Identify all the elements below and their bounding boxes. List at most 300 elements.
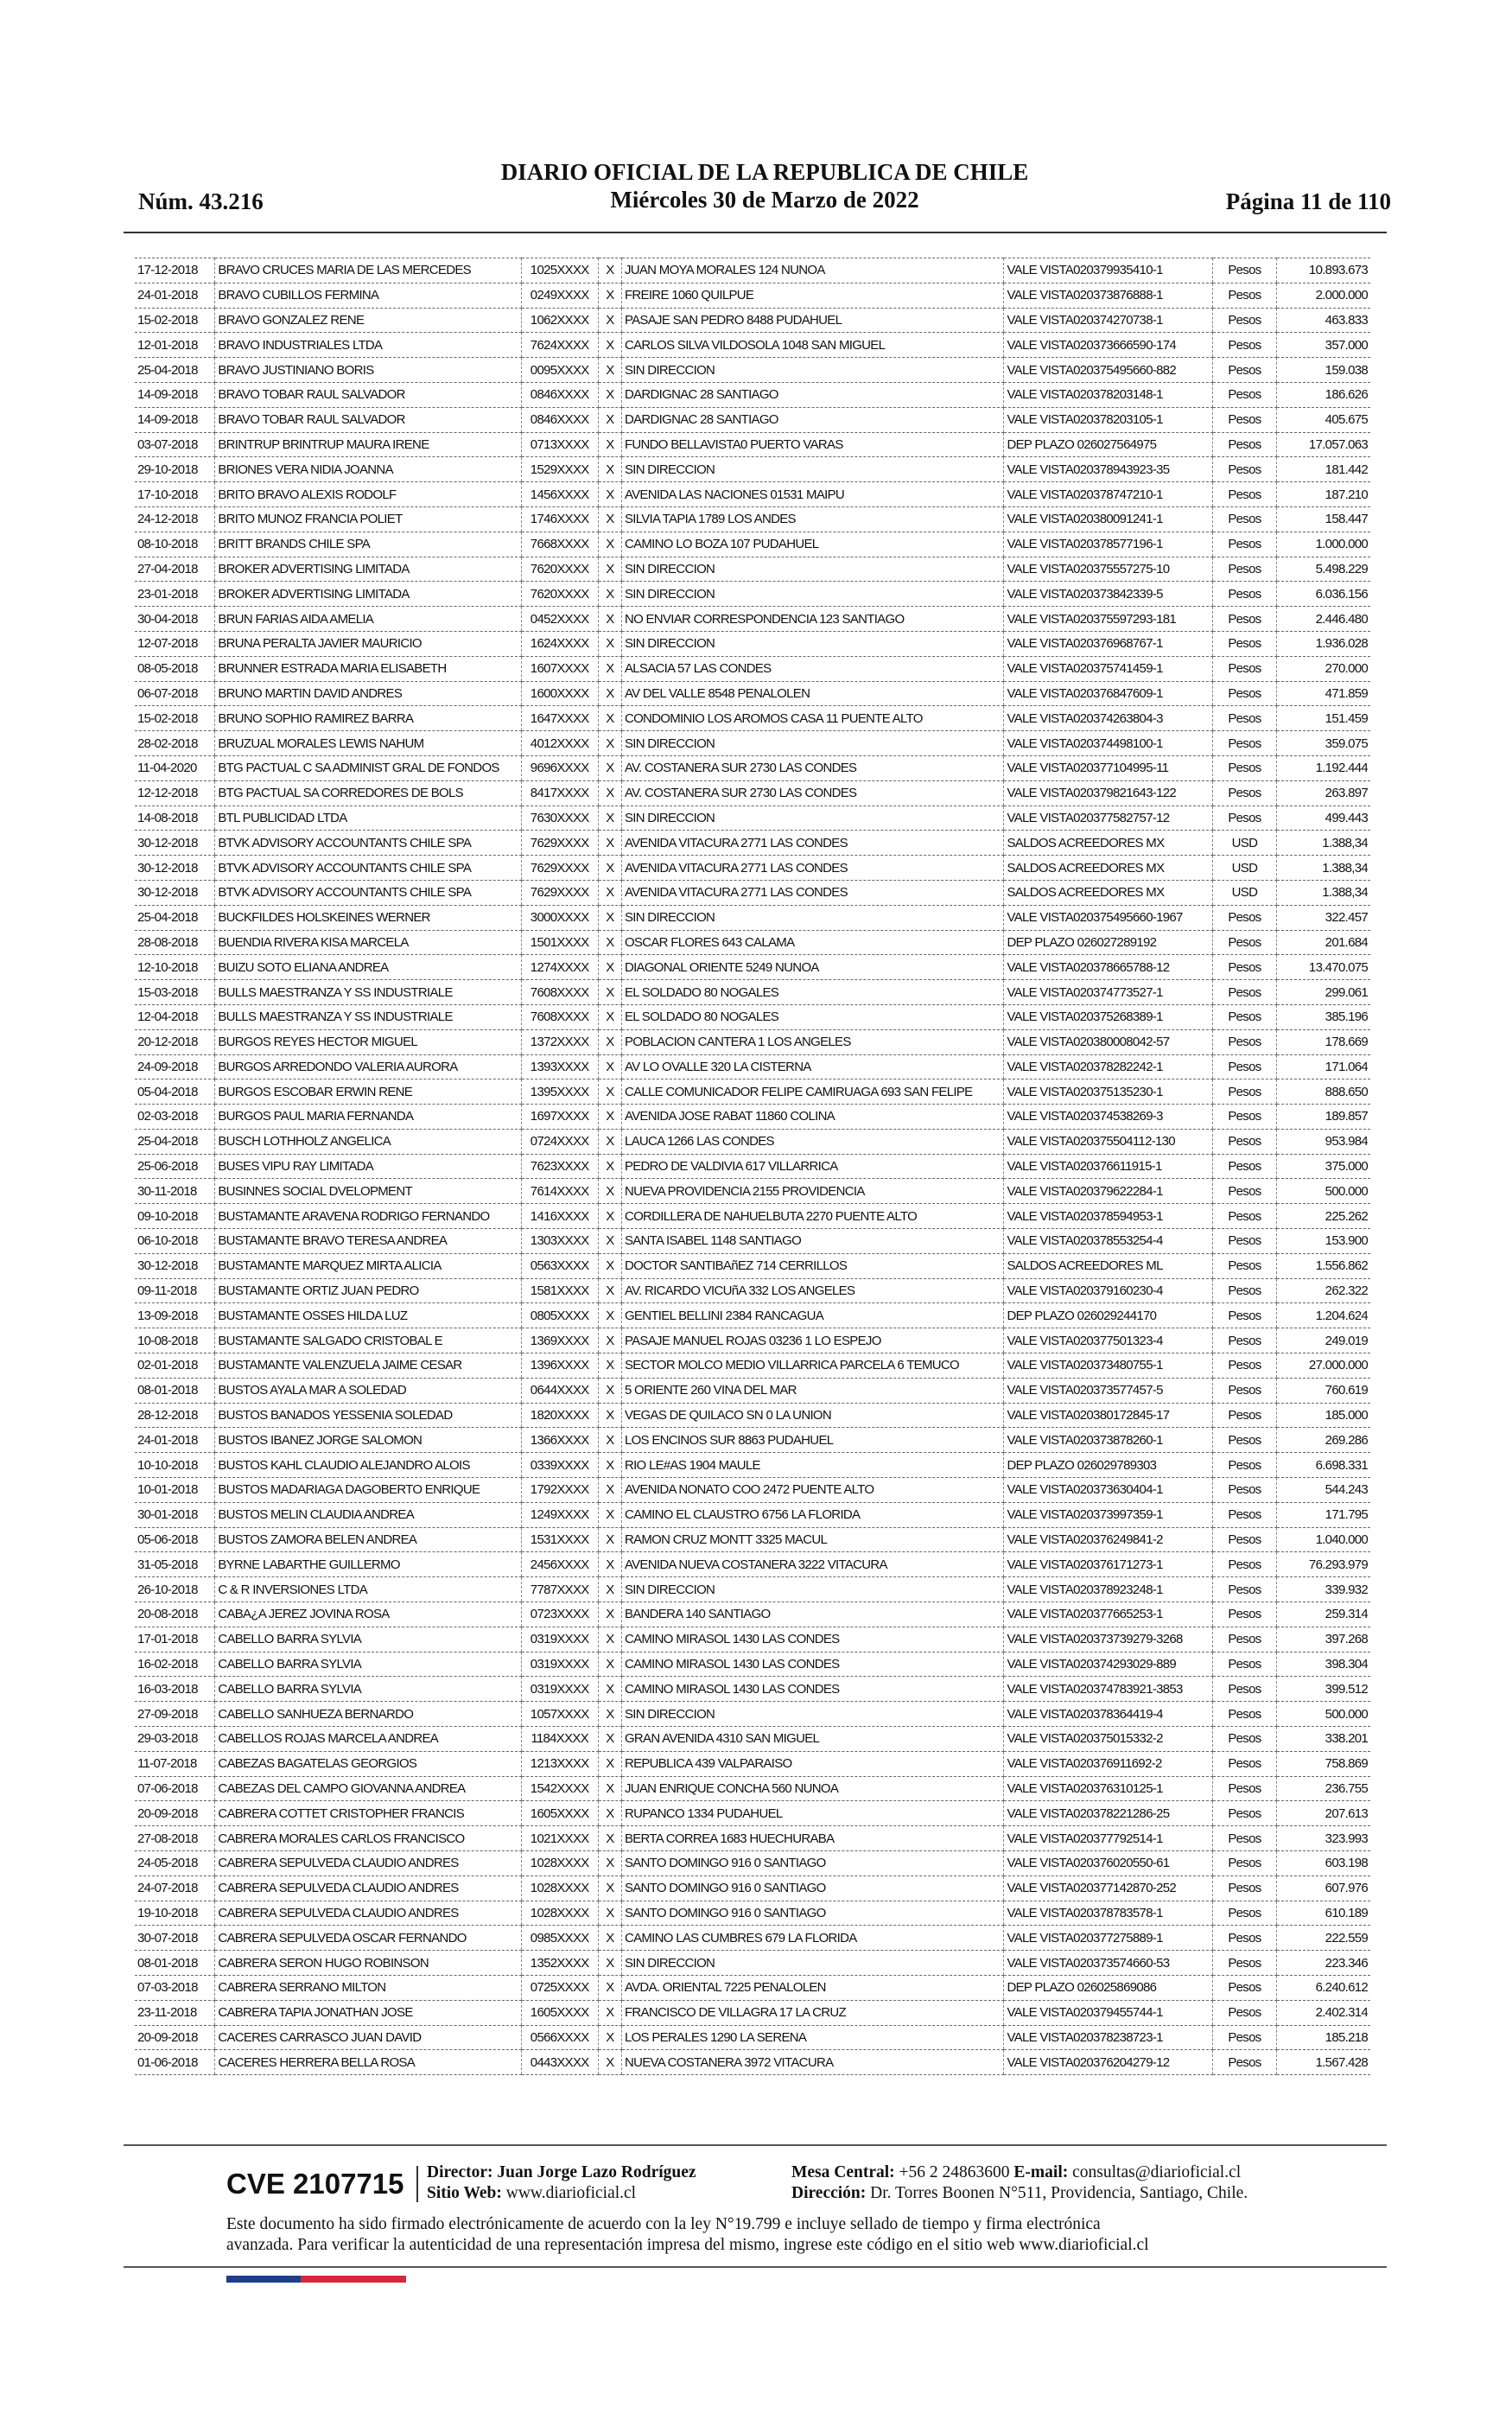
cell-currency: Pesos [1213,333,1276,358]
cell-name: BURGOS ARREDONDO VALERIA AURORA [215,1054,521,1079]
cell-currency: Pesos [1213,1229,1276,1254]
table-row [135,930,1370,955]
cell-name: BRAVO TOBAR RAUL SALVADOR [215,382,521,407]
cell-mark: X [598,1179,621,1204]
table-row [135,1851,1370,1876]
cell-rut: 1393XXXX [521,1054,598,1079]
cell-mark: X [598,1403,621,1428]
cell-name: BYRNE LABARTHE GUILLERMO [215,1552,521,1577]
cell-mark: X [598,755,621,780]
cell-date: 17-10-2018 [135,482,215,507]
cell-mark: X [598,2025,621,2050]
cell-date: 07-03-2018 [135,1975,215,2000]
cell-currency: Pesos [1213,482,1276,507]
table-row [135,1154,1370,1179]
cell-rut: 1581XXXX [521,1278,598,1303]
cell-date: 15-02-2018 [135,706,215,731]
table-row [135,532,1370,557]
cell-name: BTVK ADVISORY ACCOUNTANTS CHILE SPA [215,831,521,856]
table-row [135,1751,1370,1776]
table-row [135,1652,1370,1677]
cell-rut: 0443XXXX [521,2050,598,2075]
cell-address: AV DEL VALLE 8548 PENALOLEN [621,681,1004,706]
cell-date: 09-10-2018 [135,1204,215,1229]
cell-date: 30-07-2018 [135,1926,215,1951]
cell-mark: X [598,1004,621,1029]
cell-address: SIN DIRECCION [621,1951,1004,1976]
cell-amount: 607.976 [1276,1876,1370,1901]
cell-name: BUSTAMANTE BRAVO TERESA ANDREA [215,1229,521,1254]
table-row [135,806,1370,831]
cell-mark: X [598,1029,621,1054]
cell-address: GENTIEL BELLINI 2384 RANCAGUA [621,1303,1004,1328]
cell-date: 05-04-2018 [135,1079,215,1105]
cell-amount: 359.075 [1276,731,1370,756]
cell-name: CABRERA MORALES CARLOS FRANCISCO [215,1826,521,1851]
cell-date: 31-05-2018 [135,1552,215,1577]
cell-mark: X [598,1278,621,1303]
cell-product: VALE VISTA020376911692-2 [1004,1751,1213,1776]
site-link[interactable]: www.diarioficial.cl [505,2184,637,2202]
cell-mark: X [598,482,621,507]
table-row [135,506,1370,532]
cell-product: VALE VISTA020375597293-181 [1004,607,1213,632]
issue-number: Núm. 43.216 [138,188,264,214]
cell-amount: 357.000 [1276,333,1370,358]
cell-date: 26-10-2018 [135,1577,215,1602]
cell-amount: 385.196 [1276,1004,1370,1029]
table-row [135,1602,1370,1627]
cell-name: CACERES HERRERA BELLA ROSA [215,2050,521,2075]
cell-currency: USD [1213,831,1276,856]
cell-mark: X [598,1478,621,1503]
cell-amount: 5.498.229 [1276,557,1370,582]
cell-address: AV. COSTANERA SUR 2730 LAS CONDES [621,780,1004,806]
cell-date: 02-01-2018 [135,1353,215,1379]
cell-product: VALE VISTA020377275889-1 [1004,1926,1213,1951]
cell-date: 28-02-2018 [135,731,215,756]
cell-date: 30-12-2018 [135,1253,215,1278]
cell-amount: 399.512 [1276,1677,1370,1702]
cell-date: 30-12-2018 [135,831,215,856]
cell-name: BTVK ADVISORY ACCOUNTANTS CHILE SPA [215,880,521,905]
cell-rut: 1697XXXX [521,1105,598,1130]
cell-product: VALE VISTA020373666590-174 [1004,333,1213,358]
cell-product: VALE VISTA020375504112-130 [1004,1129,1213,1154]
cell-name: BRUNA PERALTA JAVIER MAURICIO [215,631,521,656]
cell-date: 12-12-2018 [135,780,215,806]
cell-date: 06-10-2018 [135,1229,215,1254]
cell-address: LOS PERALES 1290 LA SERENA [621,2025,1004,2050]
cell-product: VALE VISTA020374538269-3 [1004,1105,1213,1130]
cell-currency: Pesos [1213,1602,1276,1627]
table-row [135,681,1370,706]
cell-address: AVENIDA NUEVA COSTANERA 3222 VITACURA [621,1552,1004,1577]
cell-rut: 1366XXXX [521,1428,598,1453]
cell-mark: X [598,706,621,731]
cell-mark: X [598,780,621,806]
table-row [135,1353,1370,1379]
cell-rut: 1396XXXX [521,1353,598,1379]
table-row [135,557,1370,582]
cell-currency: Pesos [1213,457,1276,482]
table-row [135,856,1370,881]
cell-currency: Pesos [1213,1253,1276,1278]
cell-rut: 7623XXXX [521,1154,598,1179]
cell-currency: Pesos [1213,755,1276,780]
cell-address: CAMINO LAS CUMBRES 679 LA FLORIDA [621,1926,1004,1951]
cell-product: VALE VISTA020377501323-4 [1004,1328,1213,1353]
table-row [135,780,1370,806]
cell-address: FUNDO BELLAVISTA0 PUERTO VARAS [621,432,1004,457]
cell-amount: 471.859 [1276,681,1370,706]
cell-currency: Pesos [1213,706,1276,731]
cell-rut: 1501XXXX [521,930,598,955]
cell-date: 25-04-2018 [135,1129,215,1154]
cell-address: AVENIDA VITACURA 2771 LAS CONDES [621,856,1004,881]
cell-address: NUEVA COSTANERA 3972 VITACURA [621,2050,1004,2075]
cell-rut: 7630XXXX [521,806,598,831]
cell-date: 27-04-2018 [135,557,215,582]
cell-amount: 1.388,34 [1276,880,1370,905]
cell-amount: 375.000 [1276,1154,1370,1179]
cell-address: SIN DIRECCION [621,731,1004,756]
cell-amount: 171.064 [1276,1054,1370,1079]
cell-mark: X [598,1751,621,1776]
cell-date: 27-09-2018 [135,1702,215,1727]
cell-name: BRIONES VERA NIDIA JOANNA [215,457,521,482]
cell-mark: X [598,1527,621,1552]
cell-rut: 1416XXXX [521,1204,598,1229]
cell-address: SIN DIRECCION [621,1577,1004,1602]
cell-rut: 1028XXXX [521,1851,598,1876]
cell-currency: Pesos [1213,1652,1276,1677]
cell-product: VALE VISTA020377582757-12 [1004,806,1213,831]
cell-name: CABRERA SERON HUGO ROBINSON [215,1951,521,1976]
cell-product: SALDOS ACREEDORES ML [1004,1253,1213,1278]
cell-mark: X [598,1105,621,1130]
cell-name: BUSES VIPU RAY LIMITADA [215,1154,521,1179]
cell-product: VALE VISTA020378364419-4 [1004,1702,1213,1727]
table-row [135,2025,1370,2050]
cell-currency: Pesos [1213,955,1276,980]
cell-amount: 1.388,34 [1276,831,1370,856]
cell-product: VALE VISTA020373878260-1 [1004,1428,1213,1453]
table-row [135,482,1370,507]
cell-currency: Pesos [1213,358,1276,383]
cell-date: 10-08-2018 [135,1328,215,1353]
table-row [135,1502,1370,1527]
cell-rut: 1184XXXX [521,1727,598,1752]
cell-address: DOCTOR SANTIBAñEZ 714 CERRILLOS [621,1253,1004,1278]
table-row [135,831,1370,856]
cell-product: VALE VISTA020376968767-1 [1004,631,1213,656]
cell-amount: 10.893.673 [1276,258,1370,283]
cell-rut: 1062XXXX [521,308,598,333]
cell-name: BRUNNER ESTRADA MARIA ELISABETH [215,656,521,681]
cell-rut: 1746XXXX [521,506,598,532]
cell-mark: X [598,905,621,930]
cell-name: BTG PACTUAL C SA ADMINIST GRAL DE FONDOS [215,755,521,780]
cell-amount: 185.000 [1276,1403,1370,1428]
cell-amount: 760.619 [1276,1378,1370,1403]
cell-rut: 1456XXXX [521,482,598,507]
cell-product: VALE VISTA020378203105-1 [1004,407,1213,432]
cell-name: BURGOS REYES HECTOR MIGUEL [215,1029,521,1054]
cell-rut: 1274XXXX [521,955,598,980]
flag-stripe-red [301,2276,406,2283]
table-row [135,706,1370,731]
cell-name: BRAVO INDUSTRIALES LTDA [215,333,521,358]
cell-amount: 1.192.444 [1276,755,1370,780]
cell-date: 14-09-2018 [135,407,215,432]
cell-amount: 1.388,34 [1276,856,1370,881]
cell-rut: 0319XXXX [521,1627,598,1652]
cell-mark: X [598,532,621,557]
cell-rut: 7608XXXX [521,1004,598,1029]
cell-date: 17-12-2018 [135,258,215,283]
cell-product: VALE VISTA020379821643-122 [1004,780,1213,806]
cell-currency: Pesos [1213,1751,1276,1776]
cell-currency: Pesos [1213,1154,1276,1179]
cell-name: BUSTOS ZAMORA BELEN ANDREA [215,1527,521,1552]
cell-amount: 1.040.000 [1276,1527,1370,1552]
cell-rut: 1607XXXX [521,656,598,681]
cell-currency: Pesos [1213,506,1276,532]
cell-mark: X [598,1328,621,1353]
cell-product: DEP PLAZO 026029789303 [1004,1453,1213,1478]
cell-currency: Pesos [1213,1303,1276,1328]
cell-product: VALE VISTA020377142870-252 [1004,1876,1213,1901]
cell-product: VALE VISTA020380172845-17 [1004,1403,1213,1428]
cell-name: BUSTAMANTE SALGADO CRISTOBAL E [215,1328,521,1353]
cell-date: 25-04-2018 [135,358,215,383]
cell-address: CAMINO LO BOZA 107 PUDAHUEL [621,532,1004,557]
cell-amount: 405.675 [1276,407,1370,432]
legal-divider [124,2266,1387,2268]
cell-rut: 1352XXXX [521,1951,598,1976]
cell-mark: X [598,880,621,905]
cell-date: 08-10-2018 [135,532,215,557]
cell-product: VALE VISTA020378203148-1 [1004,382,1213,407]
cell-rut: 0713XXXX [521,432,598,457]
cell-name: CABRERA SEPULVEDA CLAUDIO ANDRES [215,1851,521,1876]
cell-address: PEDRO DE VALDIVIA 617 VILLARRICA [621,1154,1004,1179]
mesa-label: Mesa Central: [791,2163,895,2181]
cell-address: SECTOR MOLCO MEDIO VILLARRICA PARCELA 6 TEMUCO [621,1353,1004,1379]
cell-rut: 1021XXXX [521,1826,598,1851]
cell-name: CABRERA COTTET CRISTOPHER FRANCIS [215,1801,521,1826]
publication-title: DIARIO OFICIAL DE LA REPUBLICA DE CHILE [500,159,1029,185]
cell-mark: X [598,1453,621,1478]
cell-product: VALE VISTA020378221286-25 [1004,1801,1213,1826]
cell-currency: Pesos [1213,1776,1276,1801]
cell-currency: USD [1213,880,1276,905]
cell-product: DEP PLAZO 026027564975 [1004,432,1213,457]
cell-currency: Pesos [1213,2000,1276,2025]
cell-currency: Pesos [1213,557,1276,582]
table-row [135,1776,1370,1801]
cell-mark: X [598,283,621,308]
cell-rut: 0319XXXX [521,1677,598,1702]
table-row [135,980,1370,1005]
cell-rut: 3000XXXX [521,905,598,930]
cell-rut: 7614XXXX [521,1179,598,1204]
cell-date: 28-08-2018 [135,930,215,955]
cell-rut: 0644XXXX [521,1378,598,1403]
cell-name: BRITO MUNOZ FRANCIA POLIET [215,506,521,532]
cell-currency: Pesos [1213,905,1276,930]
cell-amount: 338.201 [1276,1727,1370,1752]
cell-address: AV LO OVALLE 320 LA CISTERNA [621,1054,1004,1079]
email-link[interactable]: consultas@diarioficial.cl [1072,2163,1242,2181]
cell-currency: Pesos [1213,1926,1276,1951]
cell-name: BUSTOS MADARIAGA DAGOBERTO ENRIQUE [215,1478,521,1503]
address-value: Dr. Torres Boonen N°511, Providencia, Santiago, Chile. [870,2184,1248,2202]
cell-address: LOS ENCINOS SUR 8863 PUDAHUEL [621,1428,1004,1453]
cell-product: VALE VISTA020378577196-1 [1004,532,1213,557]
table-row [135,1577,1370,1602]
cell-date: 24-01-2018 [135,1428,215,1453]
cell-mark: X [598,432,621,457]
cell-rut: 0985XXXX [521,1926,598,1951]
cell-amount: 270.000 [1276,656,1370,681]
cell-date: 29-10-2018 [135,457,215,482]
table-row [135,432,1370,457]
cell-rut: 7620XXXX [521,557,598,582]
cell-mark: X [598,930,621,955]
cell-mark: X [598,1677,621,1702]
cell-date: 20-09-2018 [135,2025,215,2050]
cell-name: CABRERA SERRANO MILTON [215,1975,521,2000]
cell-date: 30-01-2018 [135,1502,215,1527]
cell-amount: 187.210 [1276,482,1370,507]
cell-date: 24-12-2018 [135,506,215,532]
cell-name: BRUNO SOPHIO RAMIREZ BARRA [215,706,521,731]
cell-date: 17-01-2018 [135,1627,215,1652]
cell-date: 29-03-2018 [135,1727,215,1752]
cell-currency: Pesos [1213,1876,1276,1901]
cell-mark: X [598,506,621,532]
cell-address: ALSACIA 57 LAS CONDES [621,656,1004,681]
cell-amount: 499.443 [1276,806,1370,831]
cell-product: VALE VISTA020375495660-1967 [1004,905,1213,930]
table-row [135,1253,1370,1278]
cell-address: CORDILLERA DE NAHUELBUTA 2270 PUENTE ALTO [621,1204,1004,1229]
cell-address: DARDIGNAC 28 SANTIAGO [621,382,1004,407]
cell-amount: 758.869 [1276,1751,1370,1776]
cell-name: BTVK ADVISORY ACCOUNTANTS CHILE SPA [215,856,521,881]
cell-amount: 888.650 [1276,1079,1370,1105]
table-row [135,1303,1370,1328]
cell-product: VALE VISTA020380091241-1 [1004,506,1213,532]
cell-amount: 1.567.428 [1276,2050,1370,2075]
cell-product: VALE VISTA020377792514-1 [1004,1826,1213,1851]
cell-name: BRUN FARIAS AIDA AMELIA [215,607,521,632]
table-row [135,382,1370,407]
cell-rut: 1820XXXX [521,1403,598,1428]
cell-date: 02-03-2018 [135,1105,215,1130]
cell-product: VALE VISTA020378923248-1 [1004,1577,1213,1602]
cell-mark: X [598,1502,621,1527]
table-row [135,631,1370,656]
cell-rut: 1792XXXX [521,1478,598,1503]
cell-product: VALE VISTA020379160230-4 [1004,1278,1213,1303]
cell-currency: Pesos [1213,1054,1276,1079]
cell-currency: Pesos [1213,1702,1276,1727]
cell-rut: 1303XXXX [521,1229,598,1254]
cell-name: CABRERA SEPULVEDA OSCAR FERNANDO [215,1926,521,1951]
cell-mark: X [598,1602,621,1627]
cell-name: BRAVO GONZALEZ RENE [215,308,521,333]
cell-product: VALE VISTA020378943923-35 [1004,457,1213,482]
cell-date: 25-04-2018 [135,905,215,930]
cell-date: 08-05-2018 [135,656,215,681]
cell-address: AVENIDA VITACURA 2771 LAS CONDES [621,831,1004,856]
cell-address: DIAGONAL ORIENTE 5249 NUNOA [621,955,1004,980]
cell-name: BUSTAMANTE ORTIZ JUAN PEDRO [215,1278,521,1303]
cell-address: CAMINO EL CLAUSTRO 6756 LA FLORIDA [621,1502,1004,1527]
page-footer [226,2161,1384,2204]
cell-name: BULLS MAESTRANZA Y SS INDUSTRIALE [215,980,521,1005]
cell-mark: X [598,1926,621,1951]
cell-mark: X [598,1378,621,1403]
table-row [135,1029,1370,1054]
cell-name: BUSINNES SOCIAL DVELOPMENT [215,1179,521,1204]
cell-rut: 1605XXXX [521,2000,598,2025]
cell-rut: 1057XXXX [521,1702,598,1727]
cell-date: 25-06-2018 [135,1154,215,1179]
cell-mark: X [598,1876,621,1901]
cell-amount: 6.240.612 [1276,1975,1370,2000]
cell-name: CABELLO BARRA SYLVIA [215,1627,521,1652]
cell-amount: 6.036.156 [1276,582,1370,607]
cell-name: CABELLO BARRA SYLVIA [215,1652,521,1677]
cell-product: VALE VISTA020377104995-11 [1004,755,1213,780]
cell-product: VALE VISTA020375015332-2 [1004,1727,1213,1752]
cell-address: PASAJE MANUEL ROJAS 03236 1 LO ESPEJO [621,1328,1004,1353]
cell-product: VALE VISTA020376310125-1 [1004,1776,1213,1801]
cell-rut: 7620XXXX [521,582,598,607]
cell-address: CAMINO MIRASOL 1430 LAS CONDES [621,1652,1004,1677]
cell-product: VALE VISTA020376611915-1 [1004,1154,1213,1179]
table-row [135,1004,1370,1029]
cell-date: 15-03-2018 [135,980,215,1005]
cell-product: SALDOS ACREEDORES MX [1004,880,1213,905]
cell-date: 01-06-2018 [135,2050,215,2075]
cell-date: 30-04-2018 [135,607,215,632]
cell-amount: 76.293.979 [1276,1552,1370,1577]
cell-name: BUSTOS BANADOS YESSENIA SOLEDAD [215,1403,521,1428]
cell-date: 28-12-2018 [135,1403,215,1428]
cell-currency: Pesos [1213,1478,1276,1503]
table-row [135,283,1370,308]
cell-mark: X [598,358,621,383]
cell-name: BUSTOS KAHL CLAUDIO ALEJANDRO ALOIS [215,1453,521,1478]
cell-product: VALE VISTA020379935410-1 [1004,258,1213,283]
cell-amount: 398.304 [1276,1652,1370,1677]
cell-product: DEP PLAZO 026025869086 [1004,1975,1213,2000]
cell-address: EL SOLDADO 80 NOGALES [621,980,1004,1005]
cell-date: 13-09-2018 [135,1303,215,1328]
cell-address: AV. COSTANERA SUR 2730 LAS CONDES [621,755,1004,780]
cell-name: CABELLO SANHUEZA BERNARDO [215,1702,521,1727]
table-row [135,656,1370,681]
cell-name: BTG PACTUAL SA CORREDORES DE BOLS [215,780,521,806]
cell-mark: X [598,308,621,333]
table-row [135,1129,1370,1154]
cell-currency: Pesos [1213,258,1276,283]
